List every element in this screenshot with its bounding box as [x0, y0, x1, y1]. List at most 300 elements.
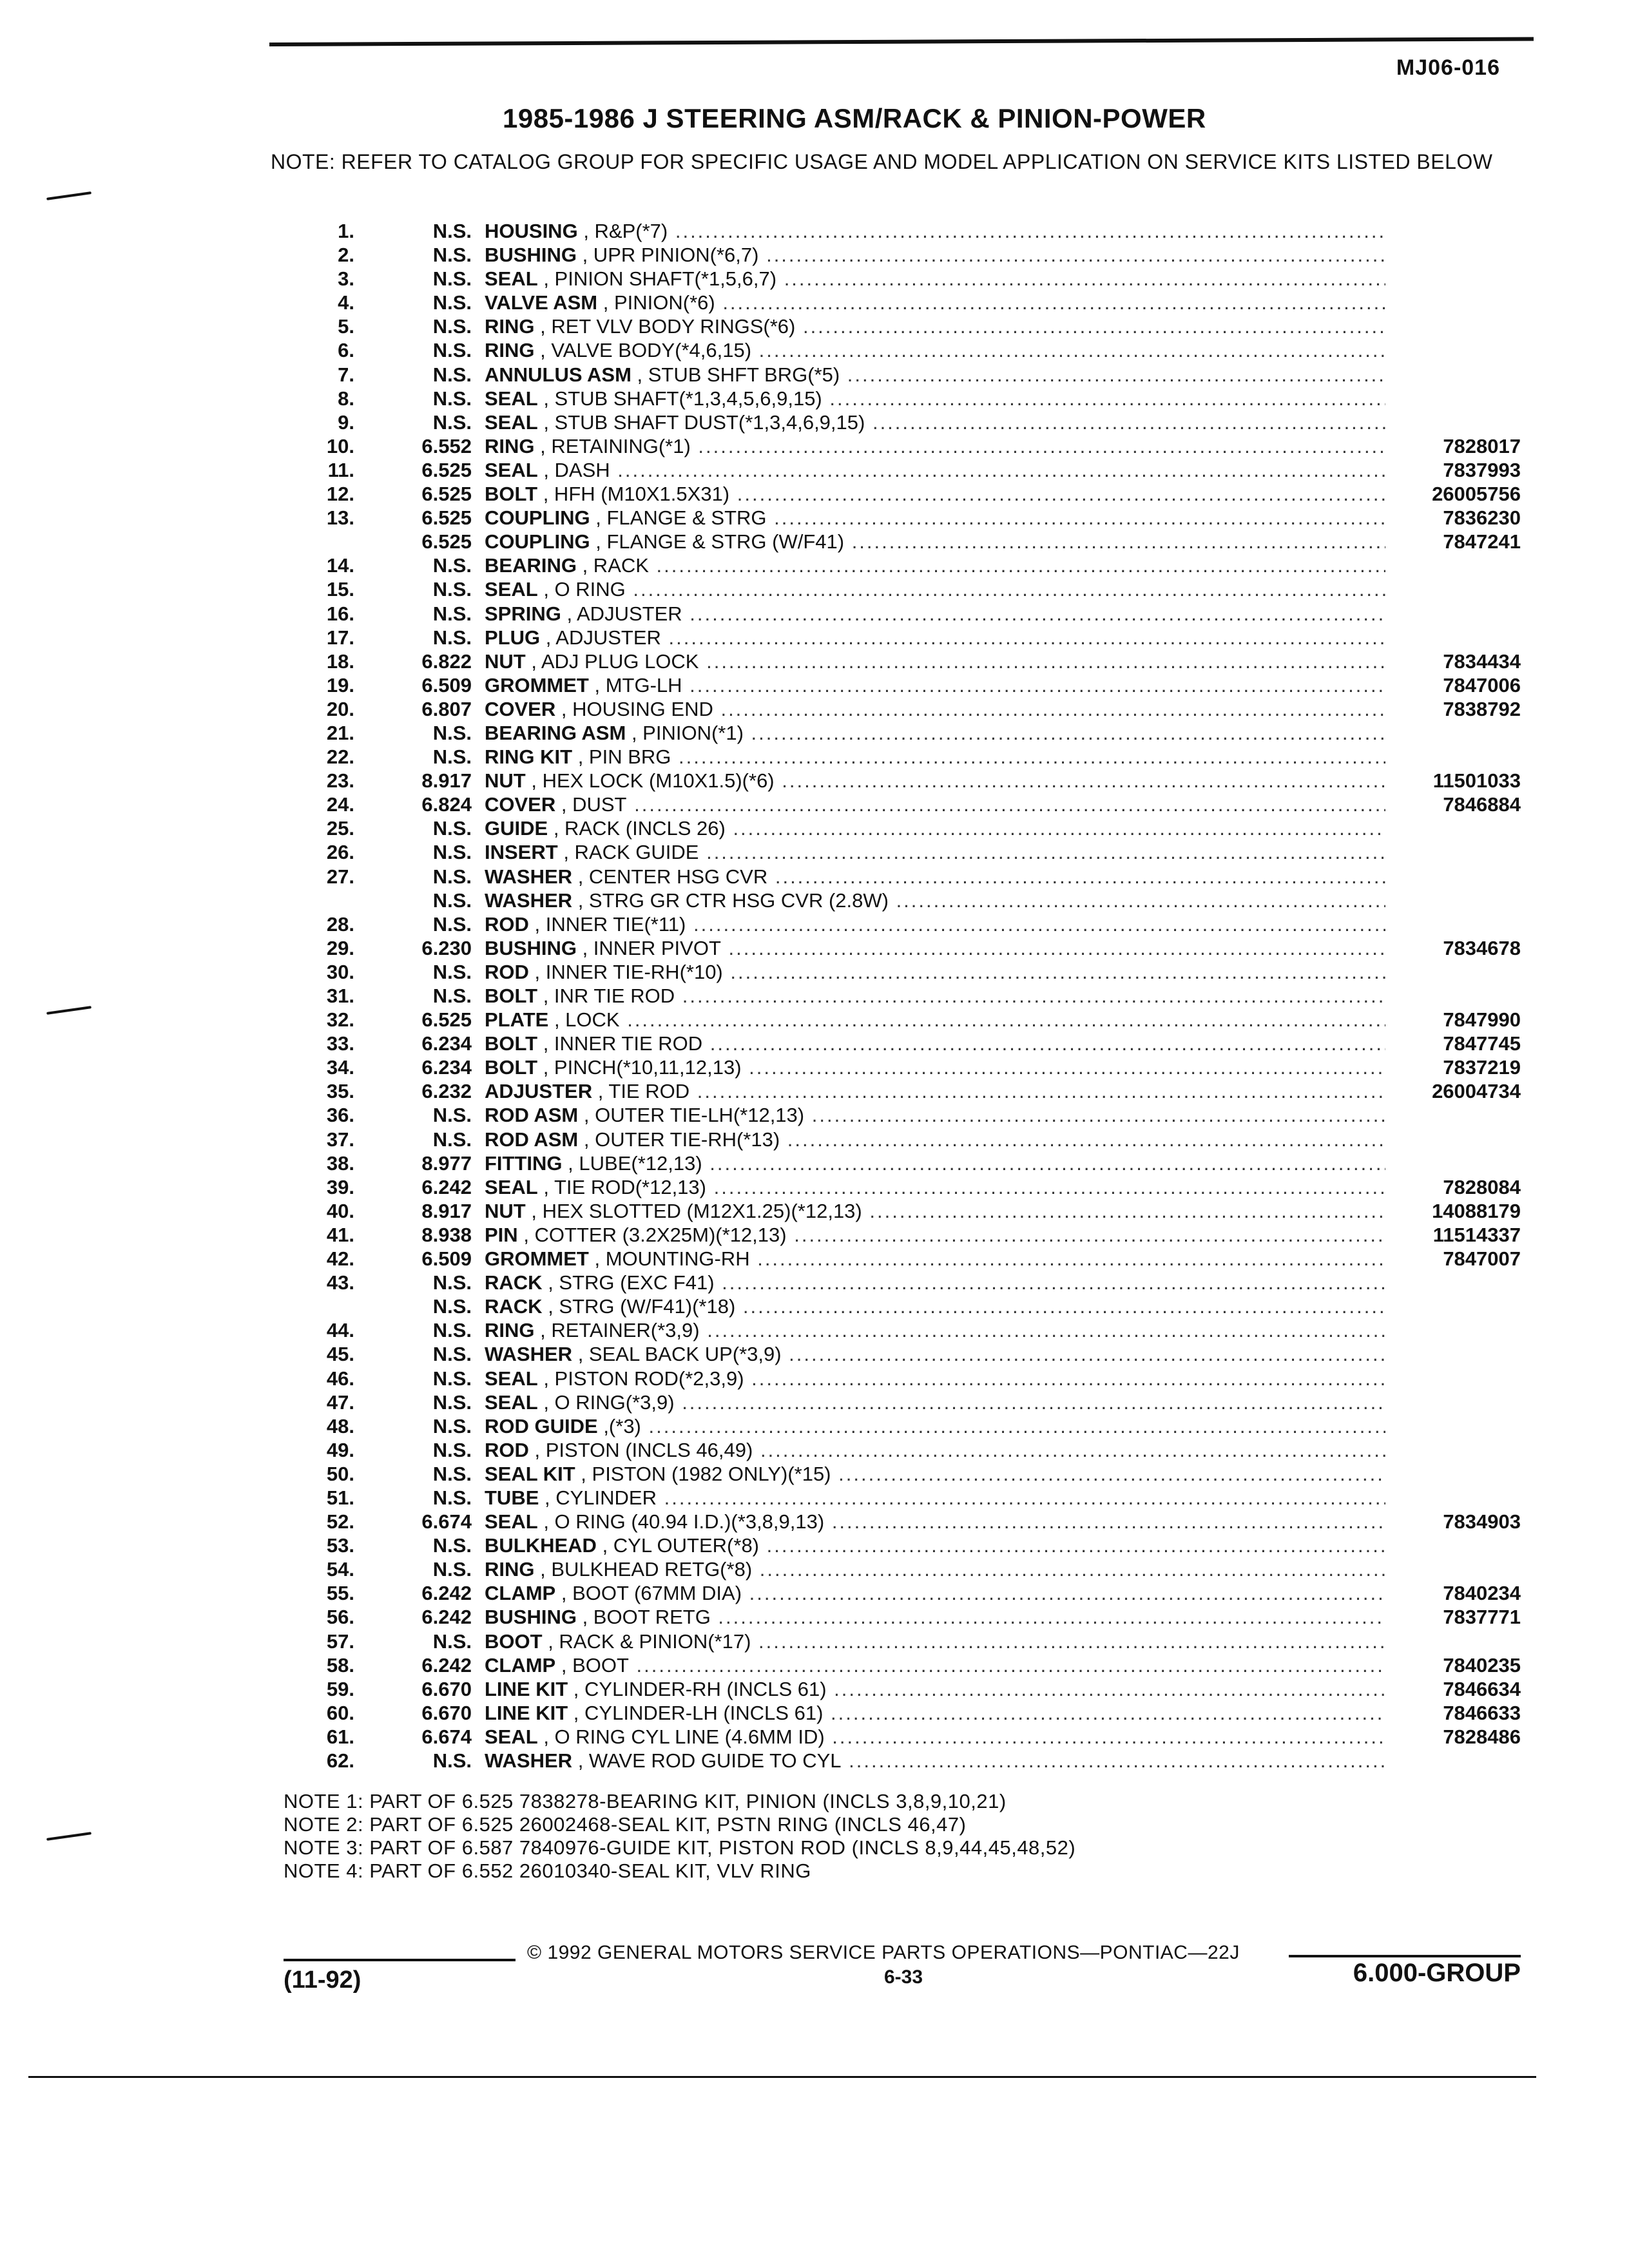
revision-date: (11-92)	[284, 1966, 361, 1994]
item-name: TUBE	[485, 1486, 539, 1509]
group-number: N.S.	[432, 1271, 472, 1294]
item-detail: , INNER PIVOT	[582, 936, 721, 959]
part-number: 7834678	[1443, 936, 1521, 959]
part-number: 7840235	[1443, 1653, 1521, 1677]
parts-row	[284, 506, 1547, 530]
group-number: N.S.	[432, 841, 472, 864]
item-number: 50.	[326, 1462, 354, 1485]
group-number: 6.232	[421, 1080, 472, 1103]
item-description	[485, 697, 1385, 721]
group-number: N.S.	[432, 578, 472, 601]
parts-row	[284, 530, 1547, 553]
item-number: 22.	[326, 745, 354, 769]
part-number: 7846633	[1443, 1701, 1521, 1724]
item-name: BUSHING	[485, 936, 577, 959]
item-description	[485, 291, 1385, 314]
item-description	[485, 1390, 1385, 1414]
item-detail: , STUB SHAFT(*1,3,4,5,6,9,15)	[543, 387, 822, 410]
item-number: 53.	[326, 1534, 354, 1557]
item-number: 1.	[338, 220, 354, 242]
parts-row	[284, 673, 1547, 697]
parts-row	[284, 243, 1547, 267]
parts-row	[284, 434, 1547, 458]
parts-row	[284, 1318, 1547, 1342]
group-number: N.S.	[432, 315, 472, 338]
item-number: 52.	[326, 1510, 354, 1533]
item-number: 41.	[326, 1223, 354, 1246]
part-number: 7847241	[1443, 530, 1521, 553]
item-number: 29.	[326, 936, 354, 959]
group-number: 6.525	[421, 483, 472, 506]
item-detail: , PINION(*1)	[631, 721, 744, 744]
item-detail: , RACK (INCLS 26)	[553, 817, 726, 840]
item-description	[485, 363, 1385, 387]
parts-row	[284, 363, 1547, 387]
parts-row	[284, 1653, 1547, 1677]
item-detail: , OUTER TIE-RH(*13)	[583, 1128, 780, 1151]
item-detail: , R&P(*7)	[583, 220, 668, 242]
item-name: LINE KIT	[485, 1701, 568, 1724]
item-name: RACK	[485, 1271, 543, 1294]
item-name: CLAMP	[485, 1653, 556, 1677]
group-number: 6.807	[421, 697, 472, 720]
notes-section	[284, 1790, 1075, 1883]
item-detail: , ADJUSTER	[566, 602, 682, 625]
item-description	[485, 482, 1385, 506]
footer-rule-left	[284, 1959, 516, 1961]
item-detail: , BOOT	[561, 1653, 629, 1677]
item-detail: , HEX LOCK (M10X1.5)(*6)	[531, 769, 775, 793]
item-detail: , HFH (M10X1.5X31)	[543, 483, 730, 506]
item-number: 16.	[326, 602, 354, 625]
part-number: 7828084	[1443, 1175, 1521, 1198]
group-number: 6.242	[421, 1606, 472, 1629]
item-detail: , PISTON ROD(*2,3,9)	[543, 1367, 744, 1390]
group-number: 6.509	[421, 1247, 472, 1271]
item-description	[485, 745, 1385, 769]
item-name: NUT	[485, 1199, 526, 1222]
item-description	[485, 1247, 1385, 1271]
group-number: 6.230	[421, 936, 472, 959]
item-description	[485, 434, 1385, 458]
item-number: 9.	[338, 410, 354, 434]
group-number: 6.242	[421, 1175, 472, 1198]
parts-row	[284, 1605, 1547, 1629]
item-name: WASHER	[485, 1343, 573, 1366]
item-detail: , CYLINDER-RH (INCLS 61)	[573, 1677, 827, 1700]
parts-row	[284, 745, 1547, 769]
parts-row	[284, 1247, 1547, 1271]
item-detail: , DASH	[543, 458, 610, 481]
item-description	[485, 553, 1385, 577]
item-number: 31.	[326, 985, 354, 1007]
parts-row	[284, 1414, 1547, 1438]
item-number: 26.	[326, 841, 354, 864]
footnote: NOTE 3: PART OF 6.587 7840976-GUIDE KIT, PISTON ROD (INCLS 8,9,44,45,48,52)	[284, 1836, 1076, 1859]
item-detail: , OUTER TIE-LH(*12,13)	[583, 1104, 805, 1127]
item-name: SEAL	[485, 1175, 538, 1198]
part-number: 7847006	[1443, 673, 1521, 697]
group-number: 6.674	[421, 1725, 472, 1748]
parts-row	[284, 865, 1547, 889]
item-description	[485, 506, 1385, 530]
item-name: INSERT	[485, 841, 558, 864]
item-number: 25.	[326, 817, 354, 840]
item-name: RING	[485, 1558, 535, 1581]
item-detail: , MOUNTING-RH	[594, 1247, 750, 1271]
item-description	[485, 338, 1385, 362]
item-detail: , O RING(*3,9)	[543, 1390, 675, 1414]
item-description	[485, 1318, 1385, 1342]
item-name: COUPLING	[485, 506, 590, 530]
item-number: 34.	[326, 1056, 354, 1079]
group-number: N.S.	[432, 291, 472, 314]
item-name: ROD GUIDE	[485, 1414, 598, 1437]
group-number: N.S.	[432, 554, 472, 577]
item-name: PIN	[485, 1223, 518, 1246]
item-detail: , RACK & PINION(*17)	[548, 1629, 751, 1653]
group-number: N.S.	[432, 387, 472, 410]
parts-row	[284, 1510, 1547, 1533]
item-number: 28.	[326, 912, 354, 936]
parts-row	[284, 1223, 1547, 1247]
part-number: 7837219	[1443, 1056, 1521, 1079]
item-name: NUT	[485, 649, 526, 673]
item-number: 33.	[326, 1032, 354, 1055]
item-number: 48.	[326, 1414, 354, 1437]
item-detail: , UPR PINION(*6,7)	[582, 244, 759, 267]
group-number: N.S.	[432, 745, 472, 769]
group-number: 8.917	[421, 769, 472, 793]
item-number: 42.	[326, 1247, 354, 1271]
parts-row	[284, 984, 1547, 1008]
item-description	[485, 912, 1385, 936]
margin-mark	[46, 1832, 92, 1841]
item-description	[485, 1055, 1385, 1079]
item-number: 47.	[326, 1390, 354, 1414]
item-description	[485, 960, 1385, 984]
item-detail: , COTTER (3.2X25M)(*12,13)	[523, 1223, 787, 1246]
item-detail: , PISTON (1982 ONLY)(*15)	[581, 1462, 831, 1485]
part-number: 7834903	[1443, 1510, 1521, 1533]
item-description	[485, 1271, 1385, 1294]
item-number: 13.	[326, 506, 354, 530]
item-name: FITTING	[485, 1151, 563, 1175]
item-number: 54.	[326, 1558, 354, 1581]
item-detail: , PIN BRG	[577, 745, 671, 769]
part-number: 7834434	[1443, 649, 1521, 673]
parts-row	[284, 626, 1547, 649]
parts-row	[284, 1701, 1547, 1725]
item-name: GROMMET	[485, 1247, 589, 1271]
item-detail: , RETAINER(*3,9)	[540, 1319, 700, 1342]
part-number: 7838792	[1443, 697, 1521, 720]
item-description	[485, 1557, 1385, 1581]
item-detail: , STRG (W/F41)(*18)	[548, 1295, 736, 1318]
item-description	[485, 1581, 1385, 1605]
group-number: 8.917	[421, 1199, 472, 1222]
item-number: 23.	[326, 769, 354, 793]
item-number: 59.	[326, 1677, 354, 1700]
item-description	[485, 1128, 1385, 1151]
parts-row	[284, 553, 1547, 577]
group-number: 6.509	[421, 673, 472, 697]
item-detail: , VALVE BODY(*4,6,15)	[540, 339, 752, 362]
item-description	[485, 1032, 1385, 1055]
item-number: 39.	[326, 1175, 354, 1198]
group-number: N.S.	[432, 1390, 472, 1414]
bottom-rule	[28, 2076, 1536, 2078]
item-description	[485, 1701, 1385, 1725]
item-description	[485, 1486, 1385, 1510]
item-name: ROD	[485, 912, 529, 936]
item-detail: , MTG-LH	[594, 673, 682, 697]
group-number: N.S.	[432, 339, 472, 362]
item-detail: , INNER TIE(*11)	[534, 912, 686, 936]
item-number: 18.	[326, 649, 354, 673]
group-number: N.S.	[432, 912, 472, 936]
group-number: 6.234	[421, 1056, 472, 1079]
item-description	[485, 626, 1385, 649]
parts-row	[284, 1199, 1547, 1223]
item-detail: , CYLINDER	[545, 1486, 657, 1509]
item-detail: , CYLINDER-LH (INCLS 61)	[573, 1701, 824, 1724]
part-number: 11514337	[1432, 1223, 1521, 1246]
group-number: N.S.	[432, 626, 472, 649]
parts-row	[284, 816, 1547, 840]
item-name: ROD ASM	[485, 1104, 579, 1127]
item-detail: , CENTER HSG CVR	[577, 865, 768, 888]
parts-row	[284, 769, 1547, 793]
parts-row	[284, 1486, 1547, 1510]
item-name: RING	[485, 315, 535, 338]
item-name: SEAL	[485, 387, 538, 410]
item-description	[485, 936, 1385, 960]
item-detail: , STUB SHFT BRG(*5)	[637, 363, 840, 386]
item-description	[485, 1414, 1385, 1438]
item-name: GROMMET	[485, 673, 589, 697]
item-description	[485, 793, 1385, 816]
footer-rule-right	[1289, 1955, 1521, 1957]
item-detail: , RACK	[582, 554, 649, 577]
item-number: 7.	[338, 363, 354, 386]
item-description	[485, 673, 1385, 697]
margin-mark	[46, 1006, 92, 1015]
item-number: 62.	[326, 1749, 354, 1772]
parts-row	[284, 1128, 1547, 1151]
parts-row	[284, 291, 1547, 314]
group-number: N.S.	[432, 363, 472, 386]
parts-row	[284, 1271, 1547, 1294]
part-number: 7837771	[1443, 1606, 1521, 1629]
item-detail: , SEAL BACK UP(*3,9)	[577, 1343, 782, 1366]
item-name: BOLT	[485, 985, 538, 1007]
group-number: N.S.	[432, 1486, 472, 1509]
top-rule	[269, 37, 1534, 46]
item-description	[485, 1533, 1385, 1557]
item-detail: , LUBE(*12,13)	[568, 1151, 702, 1175]
item-name: WASHER	[485, 889, 573, 912]
item-detail: , INNER TIE-RH(*10)	[534, 960, 723, 983]
parts-row	[284, 602, 1547, 626]
item-number: 37.	[326, 1128, 354, 1151]
item-detail: , ADJUSTER	[545, 626, 661, 649]
page-title: 1985-1986 J STEERING ASM/RACK & PINION-POWER	[503, 103, 1206, 133]
group-number: N.S.	[432, 1319, 472, 1342]
item-name: LINE KIT	[485, 1677, 568, 1700]
item-description	[485, 267, 1385, 291]
item-detail: , BOOT (67MM DIA)	[561, 1582, 742, 1605]
parts-row	[284, 1008, 1547, 1032]
item-name: ROD	[485, 1438, 529, 1461]
item-description	[485, 530, 1385, 553]
item-name: HOUSING	[485, 220, 578, 242]
item-detail: , WAVE ROD GUIDE TO CYL	[577, 1749, 842, 1772]
group-number: N.S.	[432, 960, 472, 983]
footnote: NOTE 4: PART OF 6.552 26010340-SEAL KIT, VLV RING	[284, 1860, 811, 1882]
group-number: 6.670	[421, 1701, 472, 1724]
item-number: 14.	[326, 554, 354, 577]
item-description	[485, 314, 1385, 338]
item-description	[485, 1438, 1385, 1462]
item-number: 49.	[326, 1438, 354, 1461]
parts-row	[284, 1749, 1547, 1773]
item-name: COVER	[485, 793, 556, 816]
parts-row	[284, 1462, 1547, 1486]
item-number: 45.	[326, 1343, 354, 1366]
item-detail: , TIE ROD	[597, 1080, 690, 1103]
group-number: N.S.	[432, 721, 472, 744]
group-number: 6.525	[421, 530, 472, 553]
item-number: 40.	[326, 1199, 354, 1222]
item-number: 10.	[326, 434, 354, 457]
parts-row	[284, 458, 1547, 482]
item-detail: , STRG (EXC F41)	[548, 1271, 715, 1294]
group-number: 6.525	[421, 458, 472, 481]
item-detail: , LOCK	[554, 1008, 620, 1032]
parts-row	[284, 1367, 1547, 1390]
item-number: 17.	[326, 626, 354, 649]
part-number: 7837993	[1443, 458, 1521, 481]
item-detail: , RETAINING(*1)	[540, 434, 691, 457]
item-name: BUSHING	[485, 1606, 577, 1629]
parts-row	[284, 1175, 1547, 1199]
group-number: N.S.	[432, 817, 472, 840]
item-number: 43.	[326, 1271, 354, 1294]
parts-row	[284, 482, 1547, 506]
group-number: 8.977	[421, 1151, 472, 1175]
item-number: 38.	[326, 1151, 354, 1175]
item-description	[485, 1008, 1385, 1032]
parts-row	[284, 1294, 1547, 1318]
group-number: 6.242	[421, 1653, 472, 1677]
page-number: 6-33	[884, 1966, 923, 1988]
item-detail: ,(*3)	[603, 1414, 641, 1437]
item-number: 24.	[326, 793, 354, 816]
group-number: N.S.	[432, 985, 472, 1007]
item-detail: , FLANGE & STRG	[595, 506, 767, 530]
group-number: N.S.	[432, 1438, 472, 1461]
group-number: N.S.	[432, 220, 472, 242]
item-number: 19.	[326, 673, 354, 697]
part-number: 26005756	[1432, 483, 1521, 506]
group-number: N.S.	[432, 1629, 472, 1653]
item-detail: , FLANGE & STRG (W/F41)	[595, 530, 845, 553]
item-number: 44.	[326, 1319, 354, 1342]
item-number: 61.	[326, 1725, 354, 1748]
item-detail: , HOUSING END	[561, 697, 713, 720]
part-number: 7836230	[1443, 506, 1521, 530]
item-description	[485, 816, 1385, 840]
group-number: N.S.	[432, 1295, 472, 1318]
item-name: SEAL	[485, 1725, 538, 1748]
item-number: 11.	[327, 458, 354, 481]
item-number: 60.	[326, 1701, 354, 1724]
item-number: 27.	[326, 865, 354, 888]
item-description	[485, 1199, 1385, 1223]
parts-row	[284, 721, 1547, 745]
item-description	[485, 243, 1385, 267]
item-description	[485, 219, 1385, 243]
item-name: VALVE ASM	[485, 291, 598, 314]
item-description	[485, 865, 1385, 889]
item-description	[485, 1629, 1385, 1653]
item-name: ADJUSTER	[485, 1080, 593, 1103]
part-number: 7847745	[1443, 1032, 1521, 1055]
parts-row	[284, 1629, 1547, 1653]
group-number: 6.552	[421, 434, 472, 457]
item-name: RACK	[485, 1295, 543, 1318]
group-number: N.S.	[432, 1534, 472, 1557]
part-number: 7847990	[1443, 1008, 1521, 1032]
item-description	[485, 1151, 1385, 1175]
part-number: 7846634	[1443, 1677, 1521, 1700]
parts-row	[284, 410, 1547, 434]
part-number: 14088179	[1432, 1199, 1521, 1222]
group-number: N.S.	[432, 1367, 472, 1390]
item-name: BOLT	[485, 1056, 538, 1079]
item-detail: , PINION SHAFT(*1,5,6,7)	[543, 267, 777, 291]
item-detail: , RET VLV BODY RINGS(*6)	[540, 315, 796, 338]
footnote: NOTE 2: PART OF 6.525 26002468-SEAL KIT, PSTN RING (INCLS 46,47)	[284, 1813, 967, 1836]
group-label: 6.000-GROUP	[1353, 1959, 1521, 1987]
item-detail: , O RING CYL LINE (4.6MM ID)	[543, 1725, 825, 1748]
group-number: N.S.	[432, 1558, 472, 1581]
item-number: 2.	[338, 244, 354, 267]
item-name: WASHER	[485, 1749, 573, 1772]
item-description	[485, 387, 1385, 410]
parts-list	[284, 219, 1547, 1773]
item-name: ROD ASM	[485, 1128, 579, 1151]
group-number: 6.674	[421, 1510, 472, 1533]
item-detail: , PISTON (INCLS 46,49)	[534, 1438, 753, 1461]
item-name: BULKHEAD	[485, 1534, 597, 1557]
item-name: COVER	[485, 697, 556, 720]
parts-row	[284, 1151, 1547, 1175]
parts-row	[284, 338, 1547, 362]
parts-row	[284, 1533, 1547, 1557]
item-number: 36.	[326, 1104, 354, 1127]
group-number: N.S.	[432, 865, 472, 888]
item-name: SEAL	[485, 578, 538, 601]
parts-row	[284, 912, 1547, 936]
item-name: BEARING ASM	[485, 721, 626, 744]
item-detail: , O RING	[543, 578, 626, 601]
item-description	[485, 1749, 1385, 1773]
parts-row	[284, 936, 1547, 960]
item-detail: , PINION(*6)	[602, 291, 715, 314]
item-number: 12.	[326, 483, 354, 506]
